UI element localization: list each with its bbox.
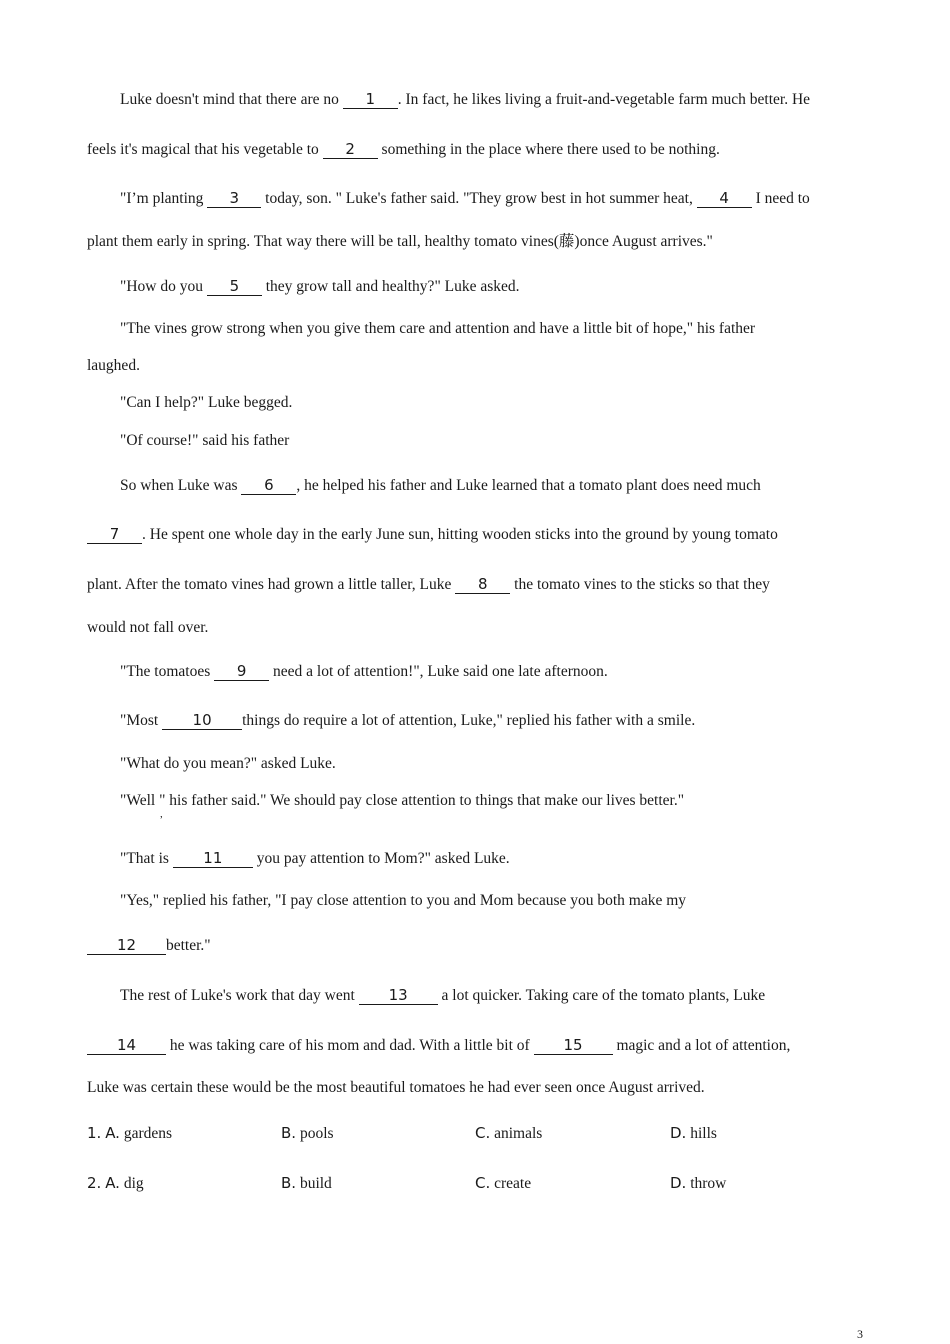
option-1a[interactable] xyxy=(87,1123,172,1144)
option-1b[interactable] xyxy=(281,1123,334,1144)
option-1d[interactable] xyxy=(670,1123,717,1144)
passage-line: "What do you mean?" asked Luke. xyxy=(120,755,336,772)
option-letter: A. xyxy=(105,1174,120,1192)
passage-line: 12 better." xyxy=(87,936,211,956)
question-number: 1. xyxy=(87,1124,102,1142)
option-text: create xyxy=(494,1175,532,1192)
blank-13: 13 xyxy=(359,986,438,1005)
page-number: 3 xyxy=(857,1327,863,1341)
blank-7: 7 xyxy=(87,525,142,544)
option-text: dig xyxy=(123,1175,144,1192)
option-letter: B. xyxy=(281,1174,297,1192)
option-text: build xyxy=(299,1175,332,1192)
option-1c[interactable] xyxy=(475,1123,542,1144)
blank-8: 8 xyxy=(455,575,510,594)
blank-5: 5 xyxy=(207,277,262,296)
passage-line: "That is 11 you pay attention to Mom?" asked Luke. xyxy=(120,849,510,867)
option-letter: D. xyxy=(670,1174,687,1192)
passage-line: "The tomatoes 9 need a lot of attention!", Luke said one late afternoon. xyxy=(120,662,608,680)
passage-line: would not fall over. xyxy=(87,619,209,636)
stray-comma: , xyxy=(160,808,163,820)
passage-line: "I’m planting 3 today, son. " Luke's father said. "They grow best in hot summer heat, 4 I need to xyxy=(120,189,810,207)
blank-11: 11 xyxy=(173,849,253,868)
option-2a[interactable] xyxy=(87,1173,144,1194)
passage-line: laughed. xyxy=(87,357,140,374)
option-letter: C. xyxy=(475,1124,491,1142)
blank-3: 3 xyxy=(207,189,261,208)
option-text: pools xyxy=(299,1125,334,1142)
option-2c[interactable] xyxy=(475,1173,531,1194)
passage-line: So when Luke was 6 , he helped his father and Luke learned that a tomato plant does need much xyxy=(120,476,761,494)
option-letter: C. xyxy=(475,1174,491,1192)
blank-10: 10 xyxy=(162,711,242,730)
passage-line: 14 he was taking care of his mom and dad. With a little bit of 15 magic and a lot of attention, xyxy=(87,1036,790,1056)
blank-15: 15 xyxy=(534,1036,613,1055)
blank-12: 12 xyxy=(87,936,166,955)
passage-line: 7 . He spent one whole day in the early June sun, hitting wooden sticks into the ground by young tomato xyxy=(87,525,778,545)
passage-line: Luke doesn't mind that there are no 1 . In fact, he likes living a fruit-and-vegetable farm much better. He xyxy=(120,90,811,108)
passage-line: plant. After the tomato vines had grown a little taller, Luke 8 the tomato vines to the sticks so that they xyxy=(87,575,770,593)
blank-2: 2 xyxy=(323,140,378,159)
option-text: animals xyxy=(494,1125,543,1142)
passage-line: Luke was certain these would be the most beautiful tomatoes he had ever seen once August arrived. xyxy=(87,1079,705,1096)
question-number: 2. xyxy=(87,1174,102,1192)
passage-line: plant them early in spring. That way there will be tall, healthy tomato vines(藤)once August arrives." xyxy=(87,233,713,250)
passage-line: "How do you 5 they grow tall and healthy?" Luke asked. xyxy=(120,277,520,295)
option-text: gardens xyxy=(123,1125,173,1142)
passage-line: "Of course!" said his father xyxy=(120,432,290,449)
blank-1: 1 xyxy=(343,90,398,109)
option-2d[interactable] xyxy=(670,1173,726,1194)
option-letter: D. xyxy=(670,1124,687,1142)
option-2b[interactable] xyxy=(281,1173,332,1194)
passage-line: "Can I help?" Luke begged. xyxy=(120,394,293,411)
passage-line: feels it's magical that his vegetable to 2 something in the place where there used to be nothing. xyxy=(87,140,720,158)
blank-6: 6 xyxy=(241,476,296,495)
option-text: throw xyxy=(690,1175,727,1192)
passage-line: "Most 10 things do require a lot of attention, Luke," replied his father with a smile. xyxy=(120,711,696,729)
blank-9: 9 xyxy=(214,662,269,681)
blank-14: 14 xyxy=(87,1036,166,1055)
passage-line: The rest of Luke's work that day went 13 a lot quicker. Taking care of the tomato plants, Luke xyxy=(120,986,766,1004)
blank-4: 4 xyxy=(697,189,752,208)
passage-line: "The vines grow strong when you give them care and attention and have a little bit of hope," his father xyxy=(120,320,756,337)
option-letter: A. xyxy=(105,1124,120,1142)
passage-line: "Yes," replied his father, "I pay close attention to you and Mom because you both make my xyxy=(120,892,687,909)
option-letter: B. xyxy=(281,1124,297,1142)
option-text: hills xyxy=(690,1125,717,1142)
passage-line: "Well " his father said." We should pay close attention to things that make our lives better." xyxy=(120,792,685,809)
